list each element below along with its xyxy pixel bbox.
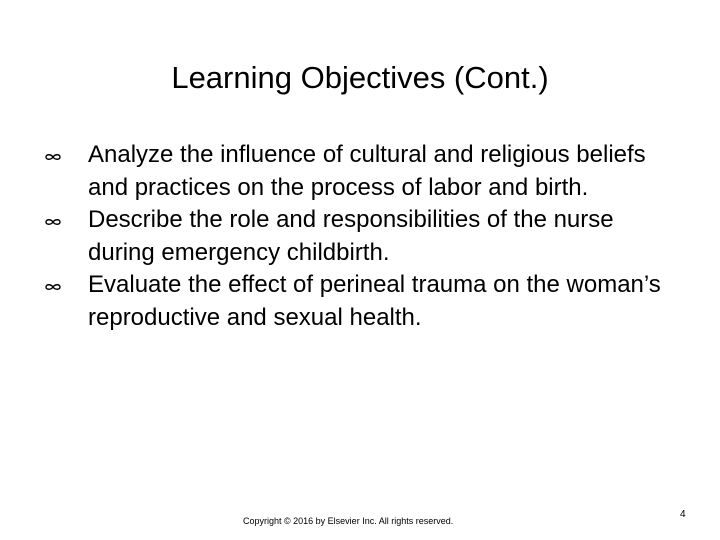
bullet-text: Describe the role and responsibilities of the nurse during emergency childbirth. [88, 206, 614, 266]
infinity-bullet-icon [44, 153, 62, 161]
page-number: 4 [680, 509, 686, 520]
list-item [44, 269, 684, 334]
slide-title: Learning Objectives (Cont.) [171, 60, 549, 95]
infinity-bullet-icon [44, 218, 62, 226]
list-item [44, 204, 684, 269]
list-item [44, 139, 684, 204]
bullet-text: Evaluate the effect of perineal trauma on the woman’s reproductive and sexual health. [88, 271, 661, 331]
footer-copyright: Copyright © 2016 by Elsevier Inc. All rights reserved. [243, 516, 454, 526]
bullet-text: Analyze the influence of cultural and religious beliefs and practices on the process of labor and birth. [88, 141, 646, 201]
objectives-list [44, 139, 684, 334]
infinity-bullet-icon [44, 283, 62, 291]
